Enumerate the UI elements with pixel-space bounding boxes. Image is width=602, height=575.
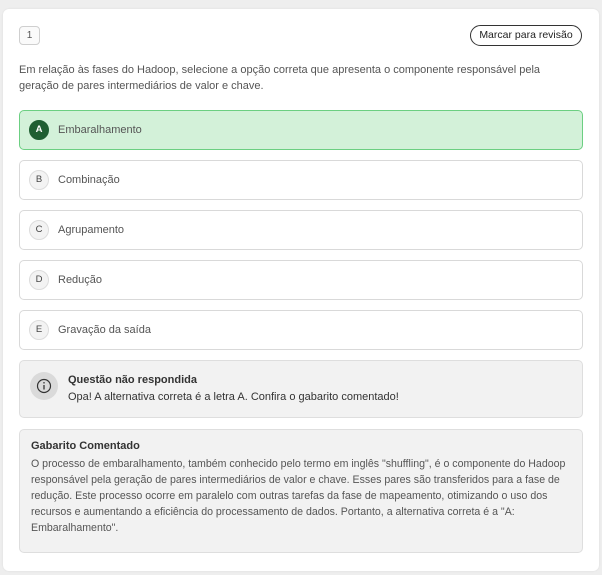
option-c[interactable] bbox=[19, 210, 583, 250]
option-label: Combinação bbox=[58, 174, 120, 186]
notice-title: Questão não respondida bbox=[68, 374, 197, 386]
option-letter: A bbox=[29, 120, 49, 140]
option-letter: E bbox=[29, 320, 49, 340]
option-b[interactable] bbox=[19, 160, 583, 200]
option-e[interactable] bbox=[19, 310, 583, 350]
commentary-text: O processo de embaralhamento, também conhecido pelo termo em inglês "shuffling", é o componente do Hadoop responsável pela geração de pares intermediários de valor e chave. Esses pares são transferidos para a fase de redução. Este processo ocorre em paralelo com outras tarefas da fase de mapeamento, otimizando o uso dos recursos e aumentando a eficiência do processamento de dados. Portanto, a alternativa correta é a "A: Embaralhamento". bbox=[31, 458, 566, 534]
notice-text: Opa! A alternativa correta é a letra A. Confira o gabarito comentado! bbox=[68, 391, 399, 403]
option-letter: D bbox=[29, 270, 49, 290]
option-label: Embaralhamento bbox=[58, 124, 142, 136]
option-label: Agrupamento bbox=[58, 224, 125, 236]
question-number: 1 bbox=[19, 26, 40, 45]
mark-for-review-button[interactable]: Marcar para revisão bbox=[470, 25, 582, 46]
option-d[interactable] bbox=[19, 260, 583, 300]
option-letter: B bbox=[29, 170, 49, 190]
option-letter: C bbox=[29, 220, 49, 240]
info-icon bbox=[30, 372, 58, 400]
option-label: Redução bbox=[58, 274, 103, 286]
question-text: Em relação às fases do Hadoop, selecione a opção correta que apresenta o componente responsável pela geração de pares intermediários de valor e chave. bbox=[19, 64, 541, 92]
unanswered-notice bbox=[19, 360, 583, 418]
answer-commentary bbox=[19, 429, 583, 553]
option-label: Gravação da saída bbox=[58, 324, 151, 336]
option-a[interactable] bbox=[19, 110, 583, 150]
commentary-title: Gabarito Comentado bbox=[31, 440, 140, 452]
